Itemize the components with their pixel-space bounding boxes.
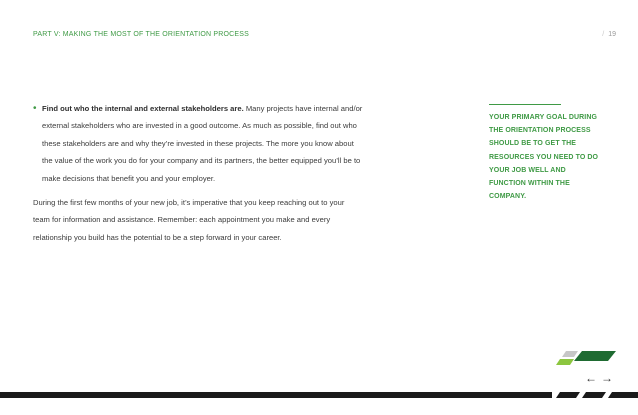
footer-band [0,392,638,398]
bullet-heading: Find out who the internal and external stakeholders are. [42,104,244,113]
logo-light-green-stripe [556,359,574,365]
body-paragraph: During the first few months of your new job, it’s imperative that you keep reaching out to your team for information and assistance. Remember: each appointment you make and every relationship you build has the potential to be a step forward in your career. [33,198,345,242]
callout-text: YOUR PRIMARY GOAL DURING THE ORIENTATION PROCESS SHOULD BE TO GET THE RESOURCES YOU NEED TO DO YOUR JOB WELL AND FUNCTION WITHIN THE COMPANY. [489,114,599,201]
sidebar-callout [489,104,599,203]
footer-band-bar [0,392,552,398]
arrow-left-icon[interactable]: ← [585,371,597,385]
page-navigation [585,371,617,385]
arrow-right-icon[interactable]: → [601,371,613,385]
main-content [33,100,363,246]
footer-band-segment-3 [608,392,638,398]
brand-logo-icon [556,349,618,369]
page-separator: / [602,31,605,38]
bullet-body: Many projects have internal and/or external stakeholders who are invested in a good outcome. As much as possible, find out who these stakeholders are and why they’re invested in these projects. The more you know about the value of the work you do for your company and its partners, the better equipped you’ll be to make decisions that benefit you and your employer. [42,104,363,183]
bullet-dot-icon: • [33,103,37,114]
page-number-value: 19 [608,31,616,38]
footer-band-segment-2 [582,392,606,398]
bullet-item [33,100,363,187]
footer-band-segment-1 [556,392,580,398]
page-number [602,31,616,38]
callout-rule [489,104,561,105]
logo-dark-green-stripe [574,351,616,361]
logo-gray-stripe [562,351,578,357]
header-title: PART V: MAKING THE MOST OF THE ORIENTATION PROCESS [33,31,250,38]
